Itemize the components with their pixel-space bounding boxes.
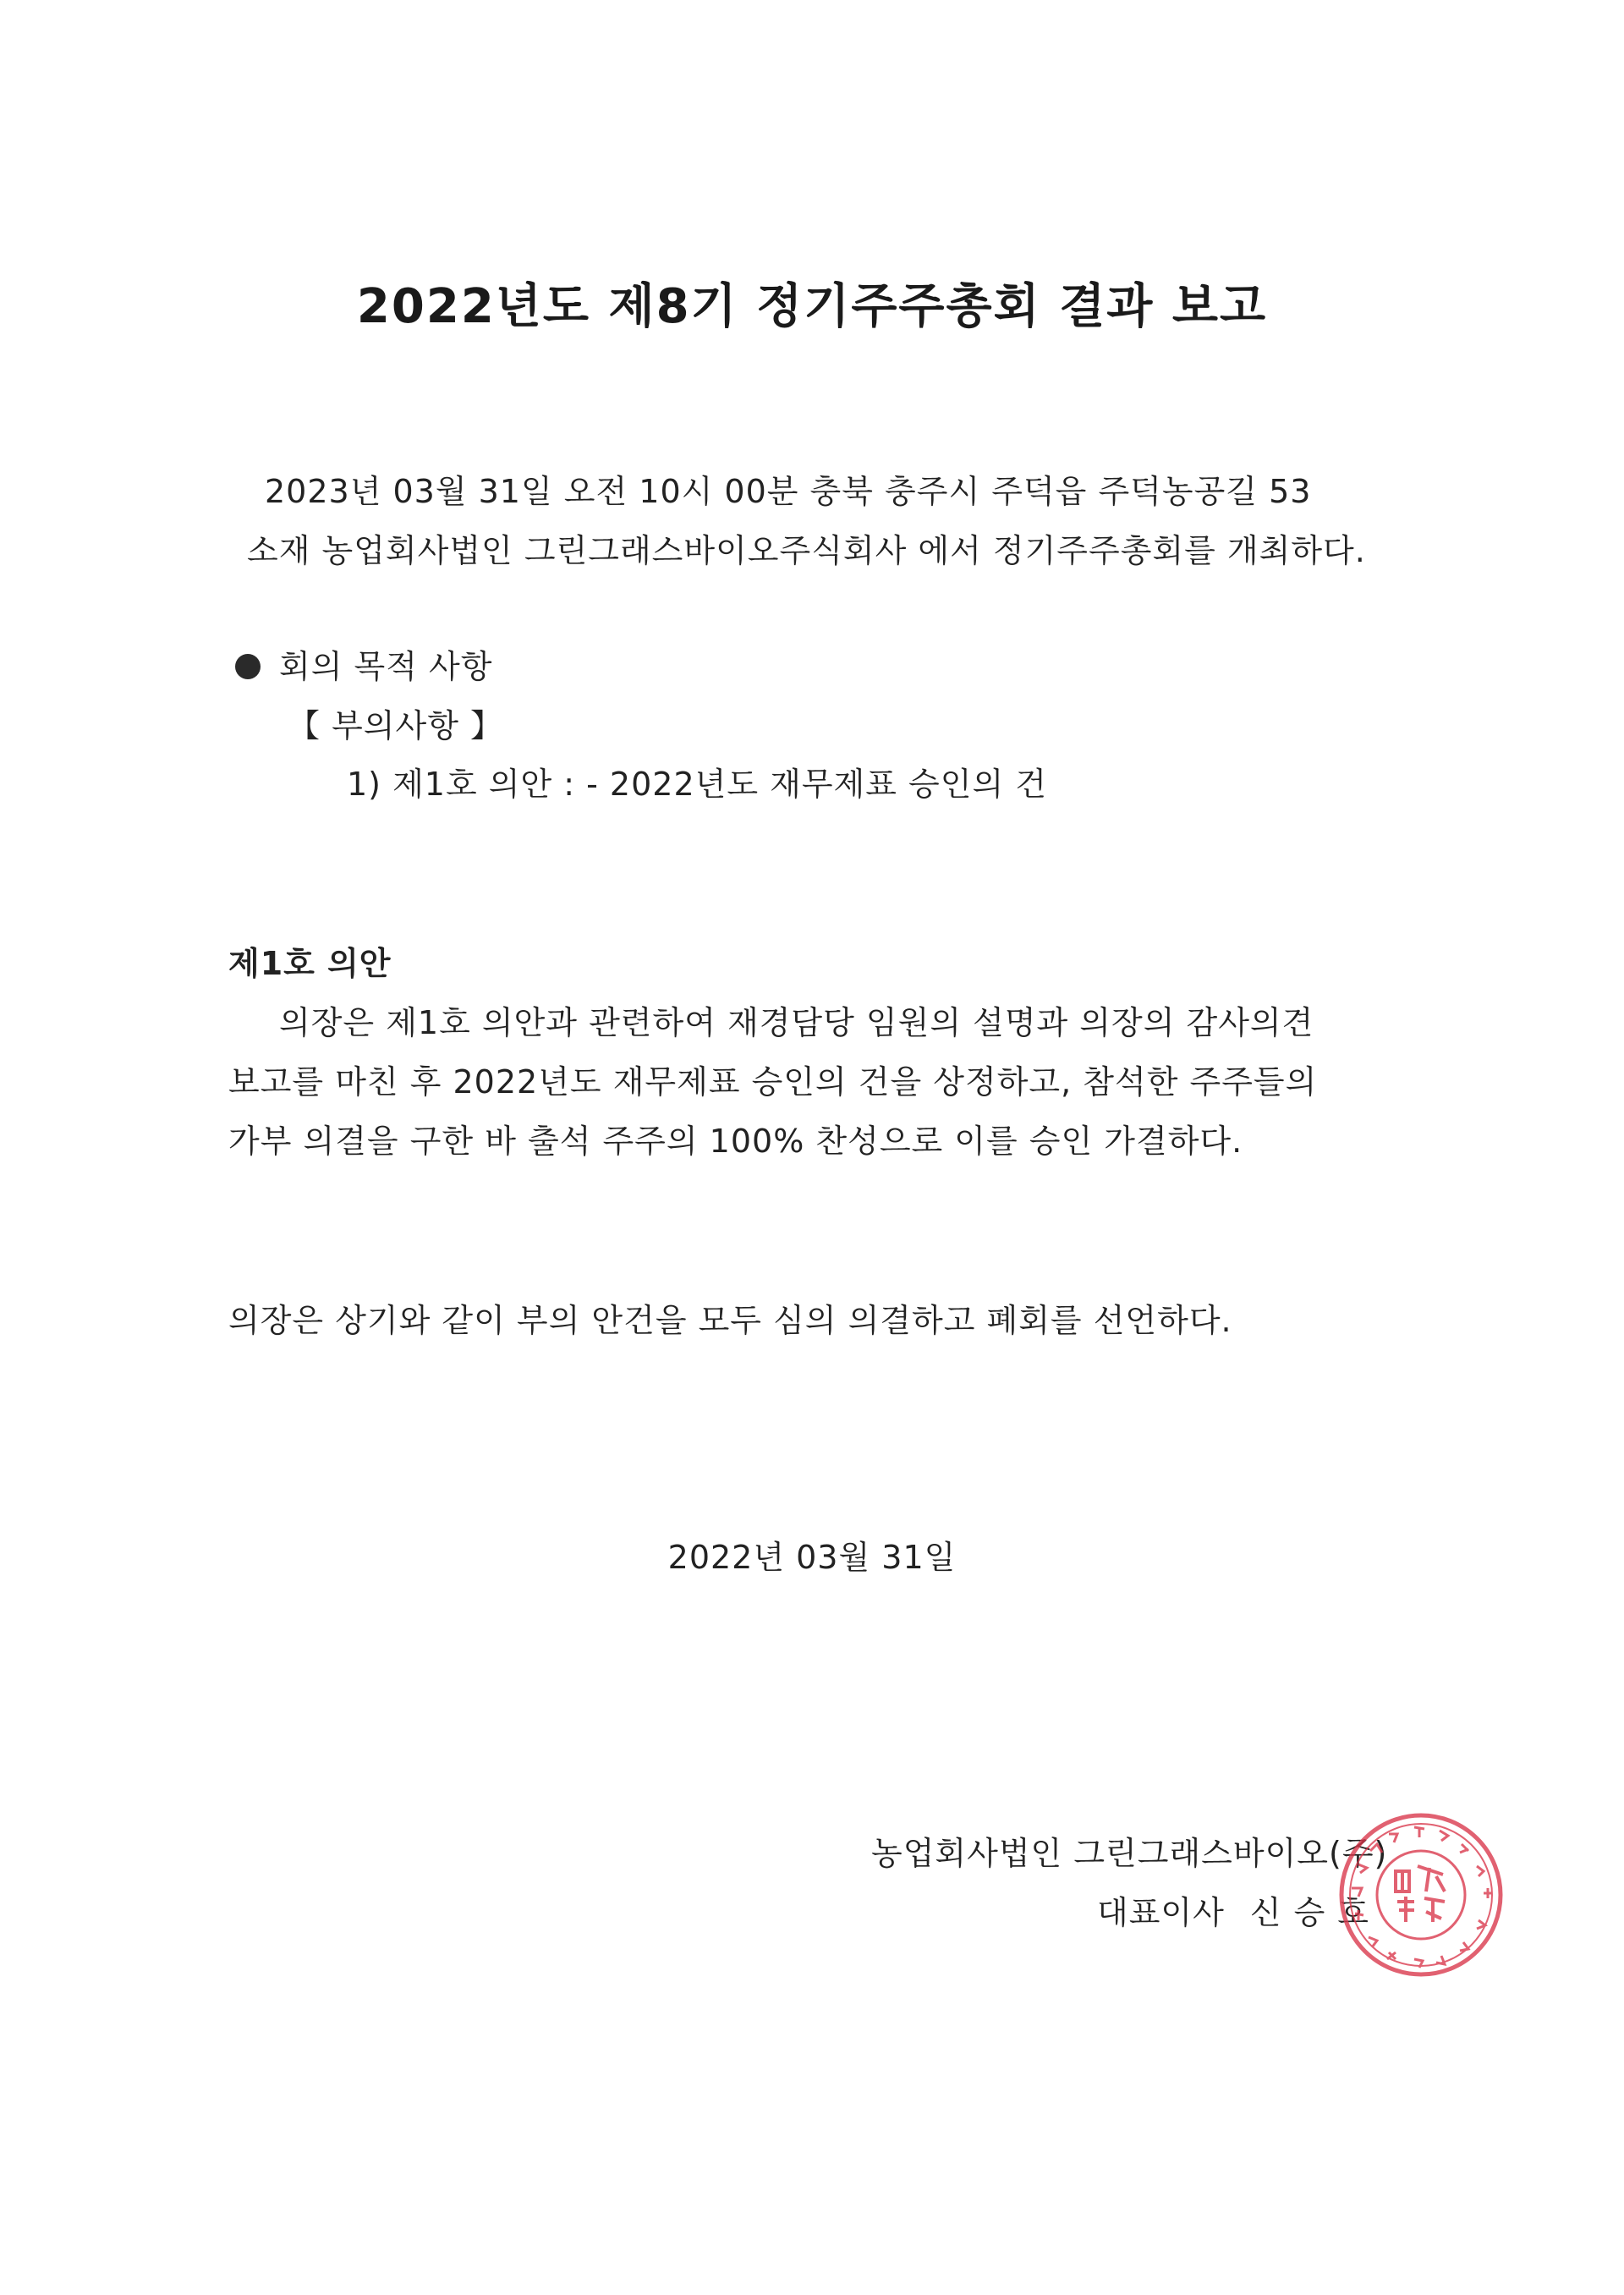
agenda-heading	[235, 640, 492, 687]
ceo-signature	[1097, 1886, 1369, 1933]
bullet-icon	[235, 654, 261, 679]
resolution-line-1: 의장은 제1호 의안과 관련하여 재경담당 임원의 설명과 의장의 감사의견	[279, 1004, 1314, 1041]
document-title: 2022년도 제8기 정기주주총회 결과 보고	[356, 279, 1268, 334]
resolution-line-2: 보고를 마친 후 2022년도 재무제표 승인의 건을 상정하고, 참석한 주주들의	[228, 1063, 1318, 1101]
document-date: 2022년 03월 31일	[667, 1539, 957, 1576]
resolution-heading: 제1호 의안	[228, 945, 392, 982]
intro-line-1: 2023년 03월 31일 오전 10시 00분 충북 충주시 주덕읍 주덕농공길 53	[265, 473, 1312, 510]
ceo-name-1: 신	[1249, 1894, 1282, 1931]
ceo-name-3: 호	[1337, 1894, 1369, 1931]
company-name: 농업회사법인 그린그래스바이오(주)	[871, 1835, 1388, 1872]
ceo-name-2: 승	[1293, 1894, 1326, 1931]
intro-line-2: 소재 농업회사법인 그린그래스바이오주식회사 에서 정기주주총회를 개최하다.	[247, 532, 1366, 569]
agenda-item: 1) 제1호 의안 : - 2022년도 재무제표 승인의 건	[347, 766, 1047, 803]
ceo-title: 대표이사	[1097, 1894, 1225, 1931]
closing-statement: 의장은 상기와 같이 부의 안건을 모두 심의 의결하고 폐회를 선언하다.	[228, 1302, 1232, 1339]
company-seal-icon	[1336, 1810, 1506, 1979]
agenda-heading-text: 회의 목적 사항	[279, 648, 493, 685]
agenda-subheading: 【 부의사항 】	[288, 707, 503, 744]
resolution-line-3: 가부 의결을 구한 바 출석 주주의 100% 찬성으로 이를 승인 가결하다.	[228, 1123, 1243, 1160]
